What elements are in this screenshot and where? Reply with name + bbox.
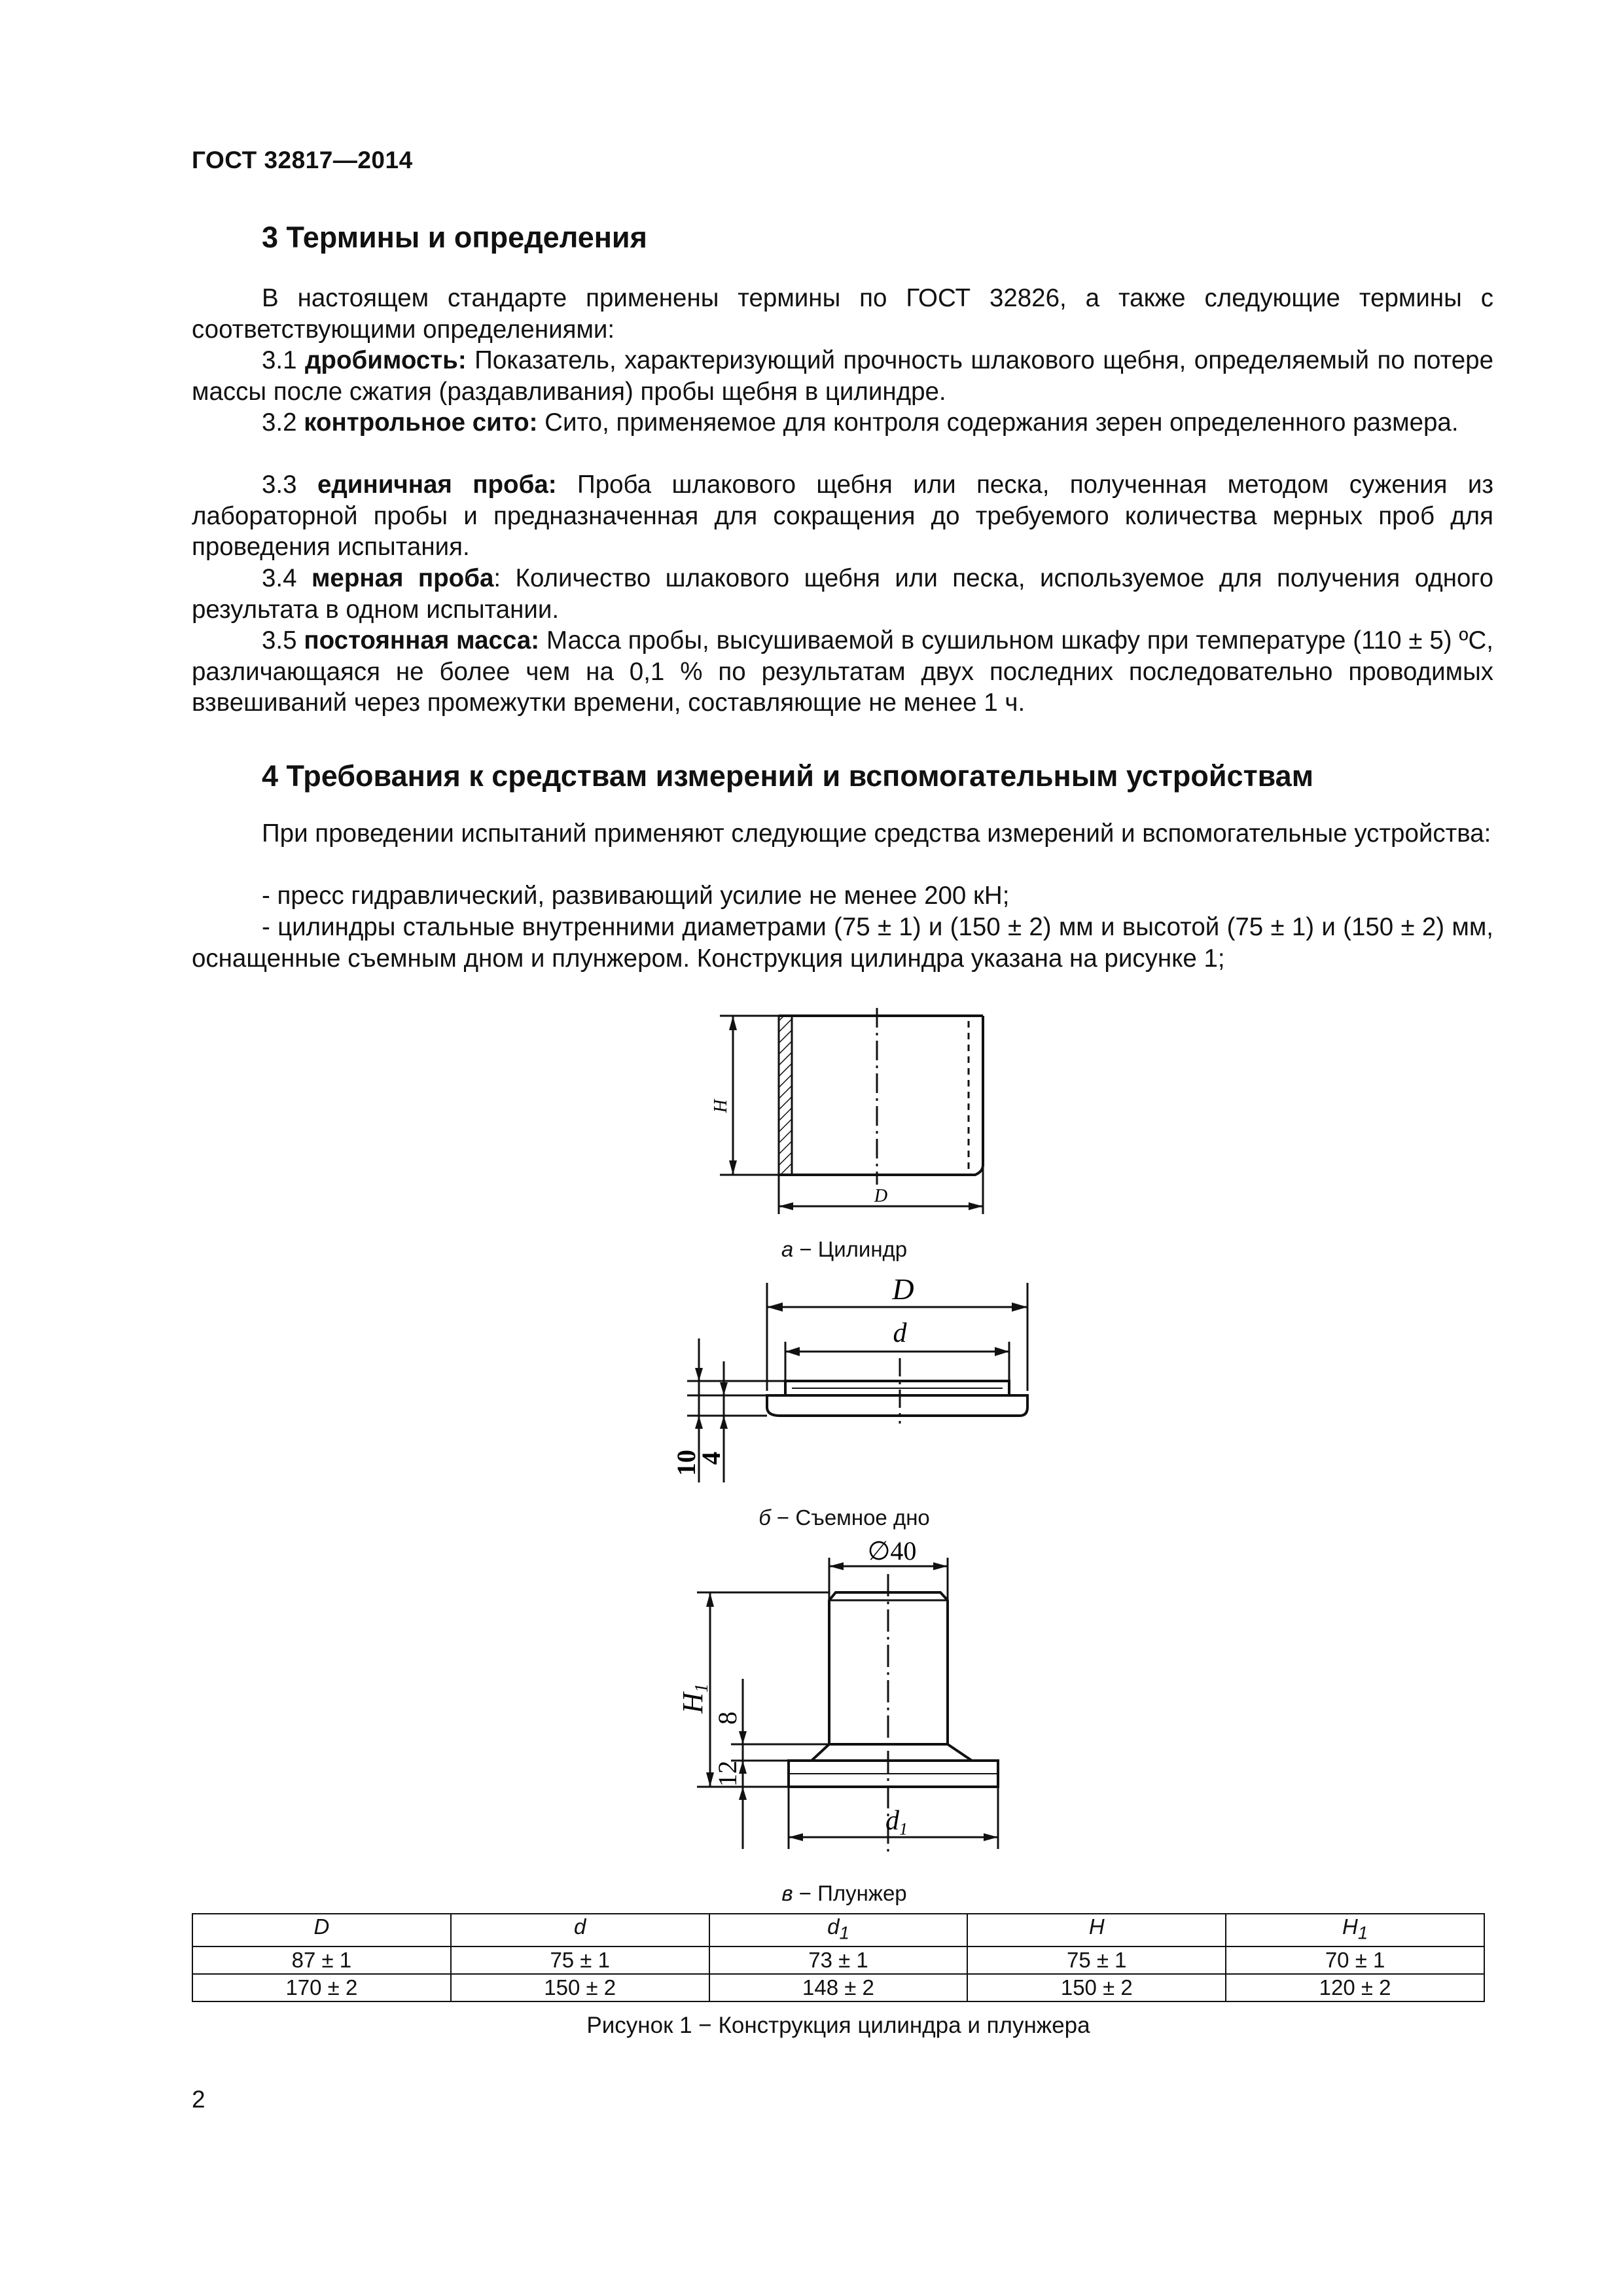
arrow-icon	[739, 1787, 747, 1800]
label-d1: d1	[885, 1806, 908, 1839]
page-number: 2	[192, 2086, 205, 2113]
table-cell: 87 ± 1	[192, 1946, 451, 1974]
figure-b-removable-bottom	[661, 1273, 1041, 1502]
arrow-icon	[706, 1592, 714, 1607]
requirement-item-text: - пресс гидравлический, развивающий усилие не менее 200 кН;	[262, 882, 1010, 910]
requirement-item	[192, 912, 1493, 974]
cylinder-bottom-edge	[779, 1165, 983, 1175]
term-definition: : Количество шлакового щебня или песка, используемое для получения одного результата в одном испытании.	[192, 564, 1494, 624]
table-cell: 148 ± 2	[709, 1974, 968, 2001]
caption-v	[713, 1881, 975, 1906]
bottom-plate	[767, 1395, 1027, 1416]
table-header-row	[192, 1914, 1484, 1946]
label-h: H	[711, 1099, 731, 1113]
dimension-table	[192, 1913, 1485, 2002]
label-8: 8	[713, 1712, 742, 1725]
table-cell: 75 ± 1	[967, 1946, 1226, 1974]
figure-a-cylinder	[713, 1008, 1027, 1230]
table-cell: 70 ± 1	[1226, 1946, 1484, 1974]
term-definition: Проба шлакового щебня или песка, полученная методом сужения из лабораторной пробы и предназначенная для сокращения до требуемого количества мерных проб для проведения испытания.	[192, 471, 1494, 561]
label-big-d: D	[892, 1272, 914, 1306]
arrow-icon	[933, 1562, 948, 1570]
table-header-cell: H	[967, 1914, 1226, 1946]
label-4: 4	[696, 1452, 726, 1465]
term-number: 3.2	[262, 408, 297, 437]
term-number: 3.4	[262, 564, 297, 592]
arrow-icon	[720, 1416, 728, 1429]
table-cell: 150 ± 2	[967, 1974, 1226, 2001]
caption-text: − Цилиндр	[793, 1237, 908, 1261]
section-4-intro	[192, 818, 1493, 850]
table-cell: 73 ± 1	[709, 1946, 968, 1974]
term-definition: Показатель, характеризующий прочность шлакового щебня, определяемый по потере массы после сжатия (раздавливания) пробы щебня в цилиндре.	[192, 346, 1494, 406]
arrow-icon	[829, 1562, 844, 1570]
document-code: ГОСТ 32817—2014	[192, 147, 413, 173]
caption-letter: а	[781, 1237, 794, 1261]
label-12: 12	[713, 1761, 742, 1787]
term-3-1	[192, 345, 1493, 407]
arrow-icon	[739, 1731, 747, 1744]
requirement-item-text: - цилиндры стальные внутренними диаметрами (75 ± 1) и (150 ± 2) мм и высотой (75 ± 1) и (150 ± 2) мм, оснащенные съемным дном и плунжером. Конструкция цилиндра указана на рисунке 1;	[192, 913, 1493, 973]
label-dia40: ∅40	[867, 1536, 917, 1566]
plunger-drawing	[677, 1535, 1037, 1872]
table-row	[192, 1974, 1484, 2001]
term-number: 3.5	[262, 626, 297, 655]
table-cell: 170 ± 2	[192, 1974, 451, 2001]
term-3-3	[192, 469, 1493, 563]
table-header-cell: D	[192, 1914, 451, 1946]
caption-b	[713, 1505, 975, 1530]
arrow-icon	[695, 1416, 703, 1429]
label-h1: H1	[677, 1683, 712, 1713]
section-3-intro	[192, 283, 1493, 345]
term-3-2	[192, 407, 1493, 439]
term-3-4	[192, 563, 1493, 625]
table-header-cell: d	[451, 1914, 709, 1946]
term-number: 3.3	[262, 471, 297, 499]
section-4-intro-text: При проведении испытаний применяют следующие средства измерений и вспомогательные устройства:	[262, 819, 1491, 848]
arrow-icon	[995, 1347, 1009, 1356]
arrow-icon	[969, 1202, 983, 1210]
arrow-icon	[729, 1016, 737, 1030]
term-definition: Масса пробы, высушиваемой в сушильном шкафу при температуре (110 ± 5) ºС, различающаяся не более чем на 0,1 % по результатам двух последних последовательно проводимых взвешиваний через промежутки времени, составляющие не менее 1 ч.	[192, 626, 1493, 717]
arrow-icon	[720, 1382, 728, 1395]
term-definition: Сито, применяемое для контроля содержания зерен определенного размера.	[544, 408, 1459, 437]
table-cell: 75 ± 1	[451, 1946, 709, 1974]
caption-a	[713, 1237, 975, 1262]
term-name: дробимость:	[304, 346, 467, 374]
label-10: 10	[671, 1450, 701, 1476]
term-name: мерная проба	[311, 564, 494, 592]
term-name: постоянная масса:	[304, 626, 540, 655]
arrow-icon	[1012, 1302, 1027, 1312]
requirement-item	[192, 880, 1493, 912]
term-name: единичная проба:	[317, 471, 557, 499]
caption-letter: в	[781, 1881, 793, 1905]
arrow-icon	[729, 1160, 737, 1175]
section-4-title: 4 Требования к средствам измерений и вспомогательным устройствам	[262, 759, 1313, 793]
arrow-icon	[785, 1347, 800, 1356]
term-name: контрольное сито:	[304, 408, 538, 437]
table-cell: 150 ± 2	[451, 1974, 709, 2001]
section-3-title: 3 Термины и определения	[262, 221, 647, 254]
term-number: 3.1	[262, 346, 297, 374]
removable-bottom-drawing	[661, 1273, 1041, 1502]
caption-text: − Плунжер	[793, 1881, 907, 1905]
term-3-5	[192, 625, 1493, 719]
arrow-icon	[779, 1202, 793, 1210]
arrow-icon	[789, 1833, 803, 1841]
section-3-intro-text: В настоящем стандарте применены термины по ГОСТ 32826, а также следующие термины с соответствующими определениями:	[192, 284, 1493, 344]
table-row	[192, 1946, 1484, 1974]
figure-v-plunger	[677, 1535, 1037, 1872]
plunger-taper	[812, 1744, 972, 1761]
caption-letter: б	[758, 1505, 771, 1530]
arrow-icon	[767, 1302, 783, 1312]
figure-title: Рисунок 1 − Конструкция цилиндра и плунжера	[586, 2013, 1090, 2038]
cylinder-drawing	[713, 1008, 1027, 1230]
table-header-cell: $H_1$	[1226, 1914, 1484, 1946]
label-small-d: d	[893, 1318, 907, 1348]
cylinder-wall-hatched	[779, 1016, 792, 1175]
table-cell: 120 ± 2	[1226, 1974, 1484, 2001]
label-d: D	[874, 1186, 888, 1206]
arrow-icon	[984, 1833, 998, 1841]
arrow-icon	[695, 1368, 703, 1381]
table-header-cell: $d_1$	[709, 1914, 968, 1946]
caption-text: − Съемное дно	[770, 1505, 930, 1530]
